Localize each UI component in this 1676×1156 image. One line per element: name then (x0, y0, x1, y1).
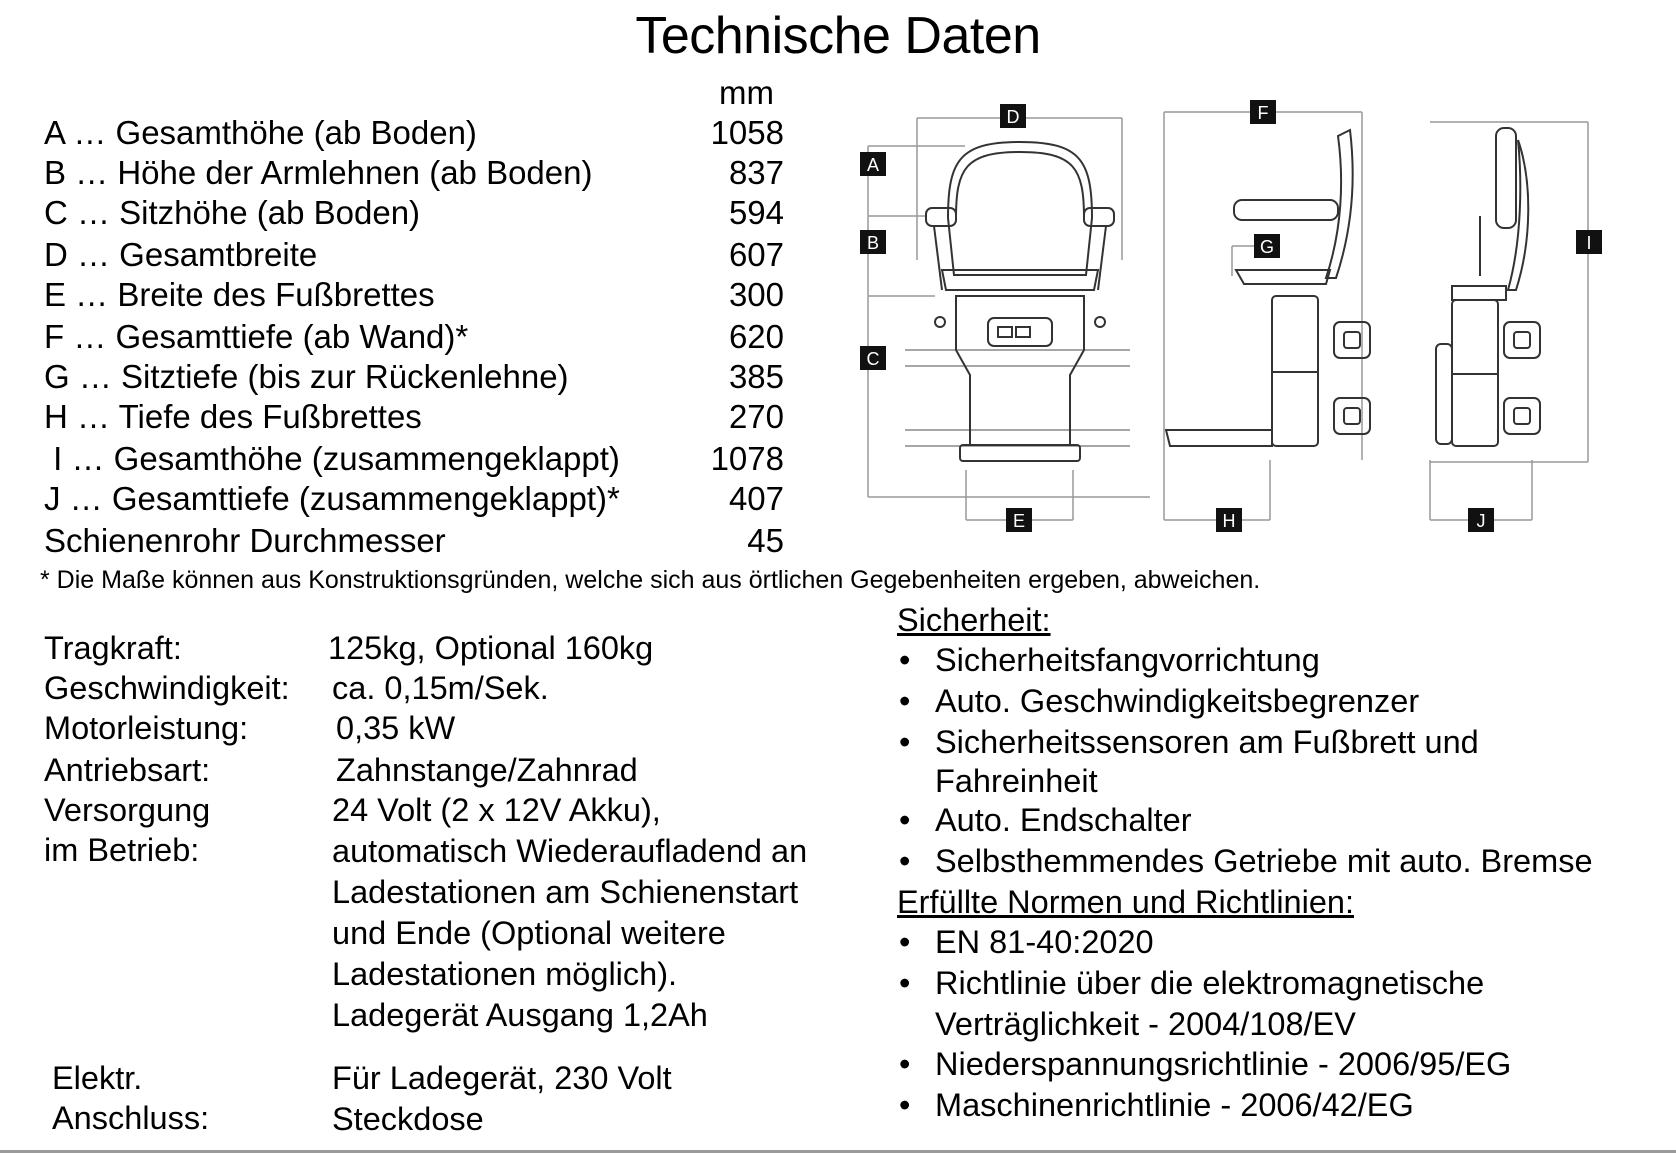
standard-item: • Niederspannungsrichtlinie - 2006/95/EG (897, 1044, 1657, 1085)
dimension-label: H … Tiefe des Fußbrettes (44, 398, 422, 435)
safety-item: • Sicherheitssensoren am Fußbrett und (897, 722, 1657, 763)
spec-value-line: Ladegerät Ausgang 1,2Ah (332, 997, 708, 1033)
dim-tag-g (1254, 234, 1280, 258)
dimension-label: C … Sitzhöhe (ab Boden) (44, 194, 421, 231)
spec-value-line: 24 Volt (2 x 12V Akku), (332, 792, 661, 828)
dimension-value: 620 (728, 318, 784, 355)
spec-key: Geschwindigkeit: (44, 670, 290, 706)
spec-key-line: im Betrieb: (44, 832, 200, 868)
dim-tag-text: J (1476, 511, 1486, 531)
spec-value (332, 1058, 672, 1140)
stairlift-dimension-drawing (860, 100, 1660, 550)
safety-heading: Sicherheit: (897, 602, 1051, 638)
dim-tag-e (1006, 508, 1032, 532)
standard-item: • EN 81-40:2020 (897, 922, 1657, 963)
dimension-label: E … Breite des Fußbrettes (44, 276, 435, 313)
spec-value: 0,35 kW (336, 710, 456, 746)
dim-tag-text: C (866, 349, 880, 369)
dimension-row-i (44, 440, 784, 480)
spec-value-line: Ladestationen am Schienenstart (332, 874, 799, 910)
bottom-divider (0, 1150, 1676, 1153)
standard-item: • Maschinenrichtlinie - 2006/42/EG (897, 1085, 1657, 1126)
dim-tag-text: H (1222, 511, 1236, 531)
dim-tag-h (1216, 508, 1242, 532)
dim-tag-f (1250, 100, 1276, 124)
dim-tag-text: B (866, 233, 880, 253)
dimension-value: 300 (728, 276, 784, 313)
dimension-row-d (44, 236, 784, 276)
spec-key (52, 1058, 209, 1138)
unit-label: mm (719, 74, 774, 111)
dim-tag-text: G (1259, 237, 1275, 257)
dimension-value: 607 (728, 236, 784, 273)
dimension-row-a (44, 114, 784, 154)
dim-tag-text: F (1257, 103, 1269, 123)
spec-value-line: Ladestationen möglich). (332, 956, 678, 992)
dim-tag-text: D (1006, 107, 1020, 127)
spec-key: Motorleistung: (44, 710, 249, 746)
spec-key-line: Versorgung (44, 792, 211, 828)
spec-value-line: automatisch Wiederaufladend an (332, 833, 808, 869)
safety-and-standards (897, 600, 1657, 1126)
dimension-row-rail (44, 522, 784, 562)
standard-item: • Richtlinie über die elektromagnetische (897, 963, 1657, 1004)
dimension-row-c (44, 194, 784, 234)
dimension-value: 1078 (710, 440, 784, 477)
safety-item: • Selbsthemmendes Getriebe mit auto. Bremse (897, 841, 1657, 882)
dimension-row-g (44, 358, 784, 398)
spec-value-line: Für Ladegerät, 230 Volt (332, 1060, 672, 1096)
spec-value: 125kg, Optional 160kg (328, 630, 654, 666)
spec-value-line: und Ende (Optional weitere (332, 915, 726, 951)
safety-item-continued: Fahreinheit (935, 763, 1098, 799)
dimension-value: 385 (728, 358, 784, 395)
dim-tag-text: A (866, 155, 880, 175)
standard-item-continued: Verträglichkeit - 2004/108/EV (935, 1006, 1356, 1042)
safety-item: • Auto. Endschalter (897, 800, 1657, 841)
dim-tag-text: E (1012, 511, 1026, 531)
standards-heading: Erfüllte Normen und Richtlinien: (897, 884, 1355, 920)
dim-tag-i (1576, 230, 1602, 254)
dimension-value: 594 (728, 194, 784, 231)
spec-key: Antriebsart: (44, 752, 211, 788)
dimension-label: Schienenrohr Durchmesser (44, 522, 446, 559)
safety-item: • Auto. Geschwindigkeitsbegrenzer (897, 681, 1657, 722)
dimension-label: B … Höhe der Armlehnen (ab Boden) (44, 154, 593, 191)
spec-key-line: Anschluss: (52, 1100, 210, 1136)
dimension-value: 837 (728, 154, 784, 191)
dimension-label: J … Gesamttiefe (zusammengeklappt)* (44, 480, 620, 517)
spec-value (332, 790, 807, 1036)
safety-item: • Sicherheitsfangvorrichtung (897, 640, 1657, 681)
spec-key (44, 790, 210, 870)
dim-tag-text: I (1586, 233, 1592, 253)
dimension-row-b (44, 154, 784, 194)
dimension-value: 45 (747, 522, 784, 559)
dim-tag-b (860, 230, 886, 254)
dimension-label: F … Gesamttiefe (ab Wand)* (44, 318, 469, 355)
dim-tag-a (860, 152, 886, 176)
dim-tag-j (1468, 508, 1494, 532)
dim-tag-c (860, 346, 886, 370)
page-title: Technische Daten (635, 7, 1041, 65)
spec-key-line: Elektr. (52, 1060, 143, 1096)
footnote: * Die Maße können aus Konstruktionsgründen, welche sich aus örtlichen Gegebenheiten ergeben, abweichen. (40, 566, 1261, 594)
dimension-row-f (44, 318, 784, 358)
spec-key: Tragkraft: (44, 630, 182, 666)
dimension-label: D … Gesamtbreite (44, 236, 318, 273)
dimension-row-h (44, 398, 784, 438)
dimension-label: I … Gesamthöhe (zusammengeklappt) (44, 440, 620, 477)
spec-value: ca. 0,15m/Sek. (332, 670, 549, 706)
dimension-value: 270 (728, 398, 784, 435)
dimension-row-j (44, 480, 784, 520)
dimension-value: 407 (728, 480, 784, 517)
spec-value: Zahnstange/Zahnrad (336, 752, 638, 788)
dimension-label: A … Gesamthöhe (ab Boden) (44, 114, 477, 151)
spec-value-line: Steckdose (332, 1101, 484, 1137)
dim-tag-d (1000, 104, 1026, 128)
dimension-label: G … Sitztiefe (bis zur Rückenlehne) (44, 358, 569, 395)
dimension-row-e (44, 276, 784, 316)
dimension-value: 1058 (710, 114, 784, 151)
